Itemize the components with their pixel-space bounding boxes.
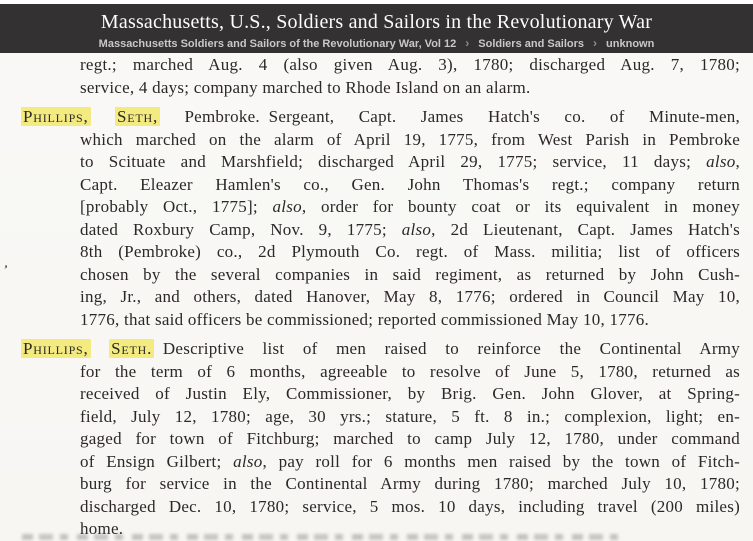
text-line: ing, Jr., and others, dated Hanover, May 8, 1776; ordered in Council May 10, (80, 287, 740, 306)
text-line: service, 4 days; company marched to Rhode Island on an alarm. (80, 77, 531, 97)
chevron-right-icon: › (593, 36, 598, 50)
text-line: of Ensign Gilbert; also, pay roll for 6 months men raised by the town of Fitch- (80, 451, 740, 471)
breadcrumb (0, 36, 753, 51)
breadcrumb-item-current[interactable]: unknown (606, 38, 655, 50)
chevron-right-icon: › (465, 36, 470, 50)
scan-artifact-mark: , (4, 257, 9, 271)
record-entry (21, 106, 740, 331)
record-entry (21, 338, 740, 541)
highlighted-name: Seth, (117, 107, 159, 126)
text-line: dated Roxbury Camp, Nov. 9, 1775; also, 2d Lieutenant, Capt. James Hatch's (80, 219, 740, 239)
text-line: for the term of 6 months, agreeable to resolve of June 5, 1780, returned as (80, 361, 740, 381)
page-title: Massachusetts, U.S., Soldiers and Sailors in the Revolutionary War (100, 11, 653, 33)
document-text (21, 54, 740, 541)
text-line: gaged for town of Fitchburg; marched to camp July 12, 1780, under command (80, 429, 740, 448)
breadcrumb-item-section[interactable]: Soldiers and Sailors (478, 38, 585, 50)
breadcrumb-item-volume[interactable]: Massachusetts Soldiers and Sailors of the Revolutionary War, Vol 12 (98, 38, 457, 50)
text-line: to Scituate and Marshfield; discharged April 29, 1775; service, 11 days; also, (80, 152, 740, 171)
text-line: Capt. Eleazer Hamlen's co., Gen. John Thomas's regt.; company return (80, 174, 740, 194)
text-line: [probably Oct., 1775]; also, order for bounty coat or its equivalent in money (80, 197, 740, 216)
text-line: Phillips, Seth, Pembroke. Sergeant, Capt. James Hatch's co. of Minute-men, (23, 107, 740, 126)
partial-next-line (22, 534, 625, 540)
highlighted-name: Phillips, (23, 107, 89, 126)
document-page (0, 53, 753, 541)
highlighted-name: Phillips, (23, 339, 89, 358)
text-line: home. (80, 519, 124, 538)
viewer-header (0, 4, 753, 53)
text-line: which marched on the alarm of April 19, 1775, from West Parish in Pembroke (80, 129, 740, 149)
text-line: burg for service in the Continental Army during 1780; marched July 10, 1780; (80, 474, 740, 493)
text-line: regt.; marched Aug. 4 (also given Aug. 3), 1780; discharged Aug. 7, 1780; (80, 55, 740, 74)
highlighted-name: Seth. (111, 339, 153, 358)
text-line: field, July 12, 1780; age, 30 yrs.; stature, 5 ft. 8 in.; complexion, light; en- (80, 406, 740, 426)
text-line: received of Justin Ely, Commissioner, by Brig. Gen. John Glover, at Spring- (80, 384, 740, 403)
text-line: chosen by the several companies in said regiment, as returned by John Cush- (80, 264, 740, 284)
text-line: 1776, that said officers be commissioned; reported commissioned May 10, 1776. (80, 309, 649, 329)
text-line: 8th (Pembroke) co., 2d Plymouth Co. regt. of Mass. militia; list of officers (80, 242, 740, 261)
text-line: Phillips, Seth. Descriptive list of men raised to reinforce the Continental Army (23, 339, 741, 358)
text-line: discharged Dec. 10, 1780; service, 5 mos. 10 days, including travel (200 miles) (80, 496, 740, 516)
record-continuation (21, 54, 740, 99)
